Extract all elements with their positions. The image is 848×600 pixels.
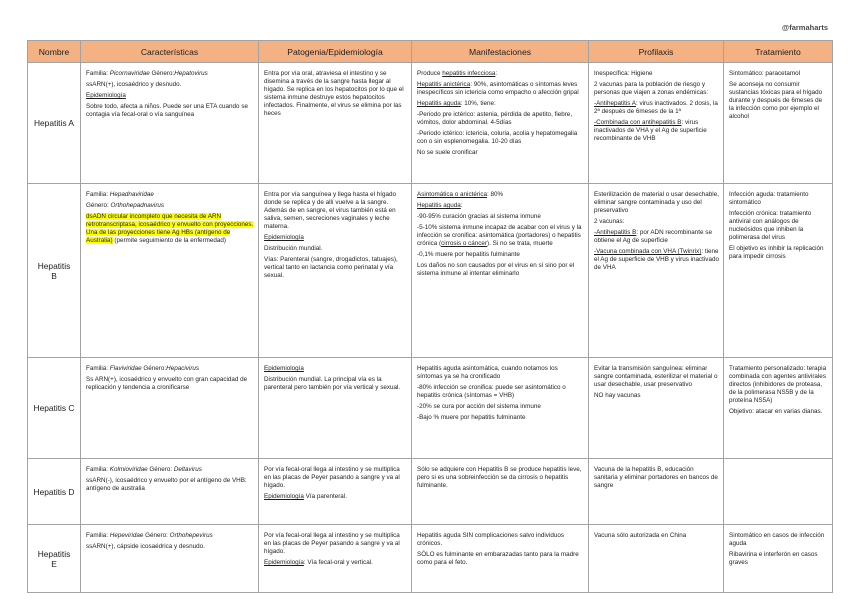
header-row (28, 41, 833, 63)
cell-paragraph (86, 92, 254, 100)
underlined-text: -Antihepatitis A (594, 100, 637, 107)
italic-text: Hepadnaviridae (109, 191, 154, 198)
cell-paragraph (729, 245, 828, 261)
caracteristicas-cell (81, 184, 259, 358)
cell-paragraph (594, 70, 719, 78)
italic-text: Hepacivirus (166, 365, 200, 372)
italic-text: Flaviviridae (109, 365, 142, 372)
text-segment: Entra por vía sanguínea y llega hasta el hígado donde se replica y de allí vuelve a la sangre. Además de en sangre, el virus también está en saliva, semen, secreciones vaginales y leche materna. (264, 191, 396, 230)
header-nombre: Nombre (28, 41, 81, 63)
row-name-cell (28, 459, 81, 525)
row-name: Hepatitis E (37, 548, 71, 569)
text-segment: Familia: (86, 365, 110, 372)
row-name: Hepatitis B (37, 260, 71, 281)
profilaxis-cell (589, 63, 724, 184)
patogenia-cell (259, 358, 412, 459)
text-segment: : 80% (487, 191, 504, 198)
text-segment: Vacuna sólo autorizada en China (594, 532, 687, 539)
cell-paragraph (264, 256, 407, 280)
tratamiento-cell (724, 525, 833, 593)
cell-paragraph (729, 70, 828, 78)
text-segment: ssARN(+), icosaédrico y desnudo. (86, 81, 182, 88)
cell-paragraph (417, 81, 584, 97)
cell-content (729, 532, 828, 567)
cell-paragraph (729, 210, 828, 242)
author-handle: @farmaharts (781, 23, 828, 32)
text-segment: : 90%, asintomáticas o síntomas leves inespecíficos sin ictericia como empacho o afección gripal (417, 81, 579, 96)
cell-content (86, 191, 254, 245)
cell-paragraph (729, 551, 828, 567)
cell-content (594, 532, 719, 540)
highlighted-text: dsADN circular incompleto que necesita de ARN retrotranscriptasa, icosaédrico y envuelto con proyecciones. Una de las proyecciones tiene Ag HBs (antígeno de Australia) (86, 213, 254, 244)
table-row (28, 358, 833, 459)
italic-text: Picornaviridae (109, 70, 150, 77)
cell-content (86, 365, 254, 392)
text-segment: Sobre todo, afecta a niños. Puede ser una ETA cuando se contagia vía fecal-oral o vía sanguínea (86, 103, 248, 118)
cell-content (264, 70, 407, 118)
hepatitis-table (27, 40, 833, 593)
text-segment: Sólo se adquiere con Hepatitis B se produce hepatitis leve, pero si es una sobreinfección se da cirrosis o hepatitis fulminante. (417, 466, 582, 489)
underlined-text: Asintomática o anictérica (417, 191, 487, 198)
underlined-text: hepatitis infecciosa (442, 70, 496, 77)
cell-content (264, 466, 407, 501)
text-segment: : (460, 202, 463, 209)
cell-paragraph (86, 202, 254, 210)
cell-paragraph (86, 213, 254, 245)
cell-paragraph (594, 392, 719, 400)
text-segment: 2 vacunas: (594, 218, 625, 225)
cell-paragraph (264, 493, 407, 501)
italic-text: Hepatovirus (174, 70, 208, 77)
cell-paragraph (417, 365, 584, 381)
cell-paragraph (264, 191, 407, 231)
text-segment: SÓLO es fulminante en embarazadas tanto para la madre como para el feto. (417, 551, 579, 566)
profilaxis-cell (589, 459, 724, 525)
cell-paragraph (417, 70, 584, 78)
cell-paragraph (417, 251, 584, 259)
tratamiento-cell (724, 184, 833, 358)
text-segment: -5-10% sistema inmune incapaz de acabar con el virus y la infección se cronifica: asintomática (portadores) o hepatitis crónica ( (417, 224, 582, 247)
cell-content (594, 70, 719, 143)
cell-paragraph (594, 532, 719, 540)
text-segment: Por vía fecal-oral llega al intestino y se multiplica en las placas de Peyer pasando a sangre y va al hígado. (264, 466, 400, 489)
header-patogenia: Patogenia/Epidemiología (259, 41, 412, 63)
text-segment: Ribavirina e interferón en casos graves (729, 551, 818, 566)
cell-paragraph (594, 191, 719, 215)
text-segment: Distribución mundial. (264, 245, 323, 252)
row-name: Hepatitis D (33, 486, 75, 497)
manifestaciones-cell (412, 358, 589, 459)
italic-text: Kolmioviridae (109, 466, 148, 473)
text-segment: : virus inactivados. 2 dosis, la 2ª después de 6meses de la 1ª (594, 100, 718, 115)
cell-content (417, 466, 584, 490)
cell-paragraph (86, 191, 254, 199)
cell-paragraph (594, 466, 719, 490)
cell-paragraph (417, 551, 584, 567)
text-segment: Género: (141, 365, 167, 372)
table-row (28, 184, 833, 358)
cell-paragraph (86, 365, 254, 373)
cell-paragraph (264, 234, 407, 242)
cell-paragraph (86, 103, 254, 119)
cell-paragraph (417, 414, 584, 422)
row-name: Hepatitis A (33, 118, 75, 128)
text-segment: Infección crónica: tratamiento antiviral con análogos de nucleósidos que inhiben la polimerasa del virus (729, 210, 812, 241)
cell-content (264, 532, 407, 567)
cell-paragraph (264, 376, 407, 392)
text-segment: Tratamiento personalizado: terapia combinada con agentes antivirales directos (inhibidores de proteasa, de la polimerasa NS5B y de la proteína NS5A) (729, 365, 827, 404)
cell-paragraph (417, 532, 584, 548)
cell-paragraph (264, 466, 407, 490)
cell-content (417, 365, 584, 422)
text-segment: Género: (149, 70, 175, 77)
tratamiento-cell (724, 459, 833, 525)
cell-content (594, 191, 719, 272)
text-segment: : por ADN recombinante se obtiene el Ag de superficie (594, 229, 712, 244)
underlined-text: Hepatitis aguda (417, 100, 461, 107)
underlined-text: cirrosis o cáncer (441, 240, 487, 247)
cell-content (729, 70, 828, 121)
text-segment: Sintomático: paracetamol (729, 70, 801, 77)
manifestaciones-cell (412, 184, 589, 358)
text-segment: 2 vacunas para la población de riesgo y personas que viajen a zonas endémicas: (594, 81, 709, 96)
cell-content (594, 365, 719, 400)
underlined-text: Epidemiología (264, 234, 304, 241)
text-segment: -Bajo % muere por hepatitis fulminante (417, 414, 526, 421)
cell-paragraph (417, 111, 584, 127)
text-segment: Familia: (86, 466, 110, 473)
text-segment: : Vía fecal-oral y vertical. (303, 559, 373, 566)
cell-content (86, 466, 254, 493)
patogenia-cell (259, 459, 412, 525)
cell-paragraph (417, 191, 584, 199)
cell-paragraph (594, 365, 719, 389)
manifestaciones-cell (412, 459, 589, 525)
table-row (28, 63, 833, 184)
text-segment: Vía parenteral. (303, 493, 347, 500)
text-segment: : virus inactivados de VHA y el Ag de superficie recombinante de VHB (594, 119, 707, 142)
patogenia-cell (259, 63, 412, 184)
underlined-text: Epidemiología (264, 559, 304, 566)
cell-paragraph (86, 532, 254, 540)
cell-paragraph (594, 100, 719, 116)
text-segment: El objetivo es inhibir la replicación para impedir cirrosis (729, 245, 824, 260)
text-segment: ssARN(-), icosaédrico y envuelto por el antígeno de VHB: antígeno de australia (86, 477, 247, 492)
cell-content (417, 70, 584, 157)
cell-paragraph (417, 466, 584, 490)
header-caracteristicas: Características (81, 41, 259, 63)
text-segment: Objetivo: atacar en varias dianas. (729, 408, 823, 415)
text-segment: Evitar la transmisión sanguínea: eliminar sangre contaminada, esterilizar el material o usar desechable, usar preservativo (594, 365, 718, 388)
cell-paragraph (264, 365, 407, 373)
text-segment: Género: (147, 466, 174, 473)
text-segment: Vacuna de la hepatitis B, educación sanitaria y eliminar portadores en bancos de sangre (594, 466, 718, 489)
underlined-text: Epidemiología (264, 493, 304, 500)
cell-paragraph (86, 477, 254, 493)
header-tratamiento: Tratamiento (724, 41, 833, 63)
cell-paragraph (729, 365, 828, 405)
underlined-text: Epidemiología (264, 365, 304, 372)
italic-text: Orthohepadnavirus (110, 202, 165, 209)
text-segment: Entra por vía oral, atraviesa el intestino y se disemina a través de la sangre hasta llegar al hígado. Se replica en los hepatocitos por lo que el sistema inmune destruye estos hepatocitos infectados. Finalmente, el virus se elimina por las heces (264, 70, 404, 117)
cell-content (417, 191, 584, 278)
text-segment: Inespecífica: Higiene (594, 70, 653, 77)
cell-paragraph (264, 532, 407, 556)
cell-paragraph (729, 408, 828, 416)
cell-content (729, 191, 828, 261)
cell-content (86, 532, 254, 551)
cell-content (417, 532, 584, 567)
text-segment: NO hay vacunas (594, 392, 641, 399)
text-segment: : (495, 70, 498, 77)
text-segment: : 10%, tiene: (460, 100, 496, 107)
row-name-cell (28, 184, 81, 358)
text-segment: -20% se cura por acción del sistema inmune (417, 403, 541, 410)
caracteristicas-cell (81, 358, 259, 459)
row-name-cell (28, 358, 81, 459)
cell-paragraph (417, 213, 584, 221)
text-segment: No se suele cronificar (417, 149, 478, 156)
cell-content (86, 70, 254, 119)
cell-paragraph (417, 262, 584, 278)
text-segment: Los daños no son causados por el virus en sí sino por el sistema inmune al intentar eliminarlo (417, 262, 575, 277)
patogenia-cell (259, 184, 412, 358)
text-segment: Vías: Parenteral (sangre, drogadictos, tatuajes), vertical tanto en lactancia como perinatal y vía sexual. (264, 256, 398, 279)
caracteristicas-cell (81, 63, 259, 184)
text-segment: Ss ARN(+), icosaédrico y envuelto con gran capacidad de replicación y tendencia a cronificarse (86, 376, 248, 391)
cell-paragraph (417, 149, 584, 157)
text-segment: Familia: (86, 70, 110, 77)
cell-paragraph (264, 245, 407, 253)
header-profilaxis: Profilaxis (589, 41, 724, 63)
text-segment: -Periodo ictérico: ictericia, coluria, acolia y hepatomegalia con o sin esplenomegalia. 10-20 días (417, 130, 578, 145)
cell-content (594, 466, 719, 490)
caracteristicas-cell (81, 525, 259, 593)
italic-text: Orthohepevirus (169, 532, 213, 539)
profilaxis-cell (589, 525, 724, 593)
text-segment: -90-95% curación gracias al sistema inmune (417, 213, 541, 220)
cell-paragraph (417, 100, 584, 108)
cell-paragraph (264, 70, 407, 118)
cell-paragraph (594, 218, 719, 226)
cell-paragraph (729, 81, 828, 121)
underlined-text: Epidemiología (86, 92, 126, 99)
italic-text: Hepeviridae (109, 532, 144, 539)
underlined-text: -Combinada con antihepatitis B (594, 119, 682, 126)
underlined-text: -Antihepatitis B (594, 229, 637, 236)
cell-paragraph (417, 384, 584, 400)
underlined-text: -Vacuna combinada con VHA (Twinrix) (594, 248, 702, 255)
underlined-text: Hepatitis anictérica (417, 81, 471, 88)
text-segment: Se aconseja no consumir sustancias tóxicas para el hígado durante y después de 6meses de la infección como por ejemplo el alcohol (729, 81, 823, 120)
cell-paragraph (86, 81, 254, 89)
text-segment: Esterilización de material o usar desechable, eliminar sangre contaminada y uso del preservativo (594, 191, 719, 214)
cell-paragraph (86, 543, 254, 551)
table-row (28, 525, 833, 593)
cell-paragraph (594, 81, 719, 97)
text-segment: Hepatitis aguda asintomática, cuando notamos los síntomas ya se ha cronificado (417, 365, 558, 380)
text-segment: ). Si no se trata, muerte (487, 240, 553, 247)
text-segment: : tiene el Ag de superficie de VHB y virus inactivado de VHA (594, 248, 719, 271)
text-segment: ssARN(+), cápside icosaédrica y desnudo. (86, 543, 205, 550)
row-name-cell (28, 63, 81, 184)
text-segment: -80% infección se cronifica: puede ser asintomático o hepatitis crónica (síntomas = VHB) (417, 384, 566, 399)
row-name-cell (28, 525, 81, 593)
table-row (28, 459, 833, 525)
text-segment: -0,1% muere por hepatitis fulminante (417, 251, 520, 258)
text-segment: Género: (86, 202, 111, 209)
cell-paragraph (729, 532, 828, 548)
tratamiento-cell (724, 63, 833, 184)
cell-paragraph (86, 376, 254, 392)
italic-text: Deltavirus (173, 466, 202, 473)
cell-paragraph (264, 559, 407, 567)
underlined-text: Hepatitis aguda (417, 202, 461, 209)
text-segment: Infección aguda: tratamiento sintomático (729, 191, 809, 206)
cell-paragraph (86, 70, 254, 78)
text-segment: Familia: (86, 532, 110, 539)
patogenia-cell (259, 525, 412, 593)
text-segment: Género: (143, 532, 170, 539)
text-segment: Produce (417, 70, 443, 77)
text-segment: -Periodo pre ictérico: astenia, pérdida de apetito, fiebre, vómitos, dolor abdominal. 4-5días (417, 111, 573, 126)
caracteristicas-cell (81, 459, 259, 525)
cell-paragraph (417, 224, 584, 248)
cell-paragraph (594, 248, 719, 272)
cell-content (264, 365, 407, 392)
cell-content (729, 365, 828, 416)
text-segment: Familia: (86, 191, 110, 198)
header-manifestaciones: Manifestaciones (412, 41, 589, 63)
cell-paragraph (417, 202, 584, 210)
cell-paragraph (729, 191, 828, 207)
cell-content (264, 191, 407, 280)
profilaxis-cell (589, 358, 724, 459)
text-segment: (permite seguimiento de la enfermedad) (112, 237, 227, 244)
tratamiento-cell (724, 358, 833, 459)
text-segment: Sintomático en casos de infección aguda (729, 532, 825, 547)
manifestaciones-cell (412, 63, 589, 184)
text-segment: Hepatitis aguda SIN complicaciones salvo individuos crónicos. (417, 532, 565, 547)
row-name: Hepatitis C (33, 403, 75, 413)
cell-paragraph (86, 466, 254, 474)
cell-paragraph (417, 403, 584, 411)
text-segment: Distribución mundial. La principal vía es la parenteral pero también por vía vertical y sexual. (264, 376, 401, 391)
text-segment: Por vía fecal-oral llega al intestino y se multiplica en las placas de Peyer pasando a sangre y va al hígado. (264, 532, 400, 555)
cell-paragraph (417, 130, 584, 146)
manifestaciones-cell (412, 525, 589, 593)
cell-paragraph (594, 229, 719, 245)
profilaxis-cell (589, 184, 724, 358)
cell-paragraph (594, 119, 719, 143)
